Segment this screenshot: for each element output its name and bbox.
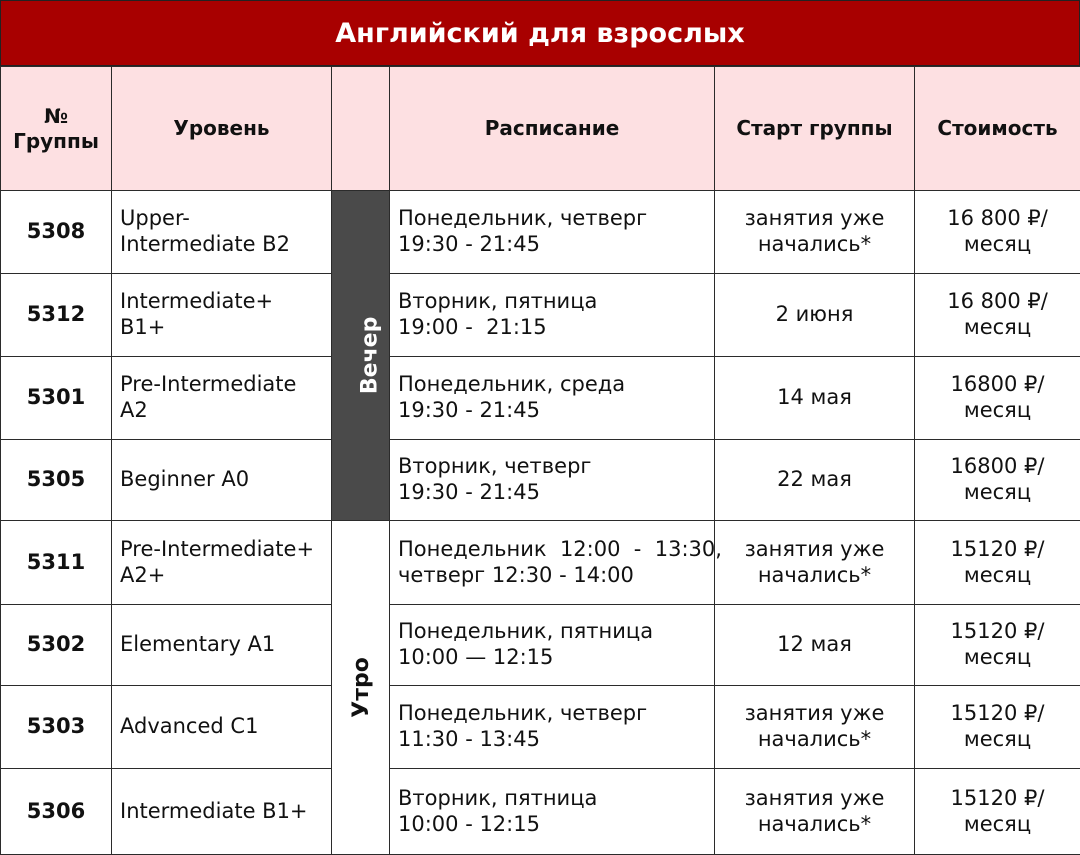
- start-cell: занятия уже начались*: [715, 769, 915, 855]
- table-header-row: [1, 67, 1080, 191]
- group-number: 5301: [1, 357, 112, 440]
- schedule-cell: Вторник, четверг 19:30 - 21:45: [390, 440, 715, 521]
- price-cell: 16 800 ₽/ месяц: [915, 191, 1080, 274]
- table-row: [1, 191, 1080, 274]
- level-cell: Elementary A1: [112, 605, 332, 686]
- schedule-cell: Понедельник, пятница 10:00 — 12:15: [390, 605, 715, 686]
- level-cell: Upper- Intermediate B2: [112, 191, 332, 274]
- start-cell: 14 мая: [715, 357, 915, 440]
- period-morning: [332, 521, 390, 855]
- price-cell: 15120 ₽/ месяц: [915, 521, 1080, 605]
- start-cell: 2 июня: [715, 274, 915, 357]
- price-cell: 15120 ₽/ месяц: [915, 769, 1080, 855]
- page-title: Английский для взрослых: [0, 0, 1080, 66]
- header-price: Стоимость: [915, 67, 1080, 191]
- group-number: 5302: [1, 605, 112, 686]
- schedule-cell: Понедельник, среда 19:30 - 21:45: [390, 357, 715, 440]
- group-number: 5308: [1, 191, 112, 274]
- price-cell: 16800 ₽/ месяц: [915, 357, 1080, 440]
- level-cell: Beginner A0: [112, 440, 332, 521]
- group-number: 5312: [1, 274, 112, 357]
- start-cell: 22 мая: [715, 440, 915, 521]
- level-cell: Intermediate+ B1+: [112, 274, 332, 357]
- header-group-no: № Группы: [1, 67, 112, 191]
- header-level: Уровень: [112, 67, 332, 191]
- schedule-cell: Вторник, пятница 10:00 - 12:15: [390, 769, 715, 855]
- header-schedule: Расписание: [390, 67, 715, 191]
- group-number: 5311: [1, 521, 112, 605]
- price-cell: 16800 ₽/ месяц: [915, 440, 1080, 521]
- table-row: [1, 440, 1080, 521]
- level-cell: Advanced C1: [112, 686, 332, 769]
- price-cell: 15120 ₽/ месяц: [915, 686, 1080, 769]
- price-cell: 15120 ₽/ месяц: [915, 605, 1080, 686]
- level-cell: Intermediate B1+: [112, 769, 332, 855]
- schedule-cell: Вторник, пятница 19:00 - 21:15: [390, 274, 715, 357]
- table-row: [1, 686, 1080, 769]
- level-cell: Pre-Intermediate A2: [112, 357, 332, 440]
- group-number: 5306: [1, 769, 112, 855]
- price-cell: 16 800 ₽/ месяц: [915, 274, 1080, 357]
- header-start: Старт группы: [715, 67, 915, 191]
- table-row: [1, 274, 1080, 357]
- table-row: [1, 605, 1080, 686]
- schedule-cell: Понедельник, четверг 19:30 - 21:45: [390, 191, 715, 274]
- table-row: [1, 521, 1080, 605]
- schedule-cell: Понедельник 12:00 - 13:30, четверг 12:30 - 14:00: [390, 521, 715, 605]
- schedule-cell: Понедельник, четверг 11:30 - 13:45: [390, 686, 715, 769]
- period-evening-label: Вечер: [357, 317, 384, 394]
- table-row: [1, 357, 1080, 440]
- table-row: [1, 769, 1080, 855]
- start-cell: занятия уже начались*: [715, 191, 915, 274]
- group-number: 5305: [1, 440, 112, 521]
- period-morning-label: Утро: [349, 657, 376, 718]
- header-period: [332, 67, 390, 191]
- start-cell: 12 мая: [715, 605, 915, 686]
- period-evening: [332, 191, 390, 521]
- group-number: 5303: [1, 686, 112, 769]
- start-cell: занятия уже начались*: [715, 521, 915, 605]
- schedule-table: [0, 66, 1080, 855]
- level-cell: Pre-Intermediate+ A2+: [112, 521, 332, 605]
- start-cell: занятия уже начались*: [715, 686, 915, 769]
